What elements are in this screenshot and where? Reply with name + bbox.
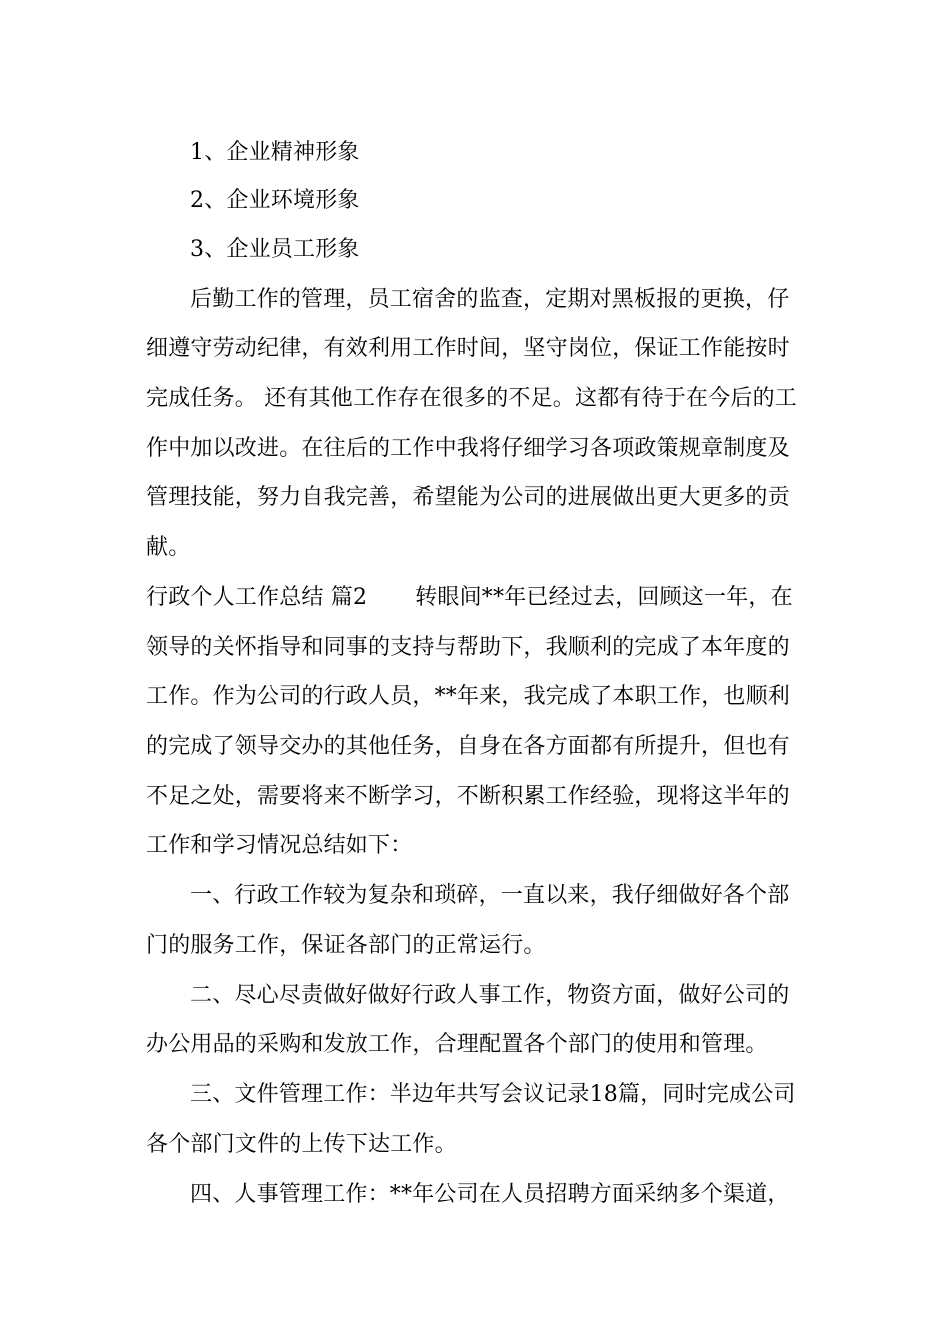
paragraph-line: 管理技能，努力自我完善，希望能为公司的进展做出更大更多的贡	[146, 485, 790, 510]
paragraph-line: 三、文件管理工作：半边年共写会议记录18篇，同时完成公司	[190, 1082, 796, 1107]
paragraph-line: 献。	[146, 535, 191, 560]
paragraph-line: 细遵守劳动纪律，有效利用工作时间，坚守岗位，保证工作能按时	[146, 336, 790, 361]
paragraph-line: 门的服务工作，保证各部门的正常运行。	[146, 933, 546, 958]
paragraph-line: 工作和学习情况总结如下：	[146, 833, 413, 858]
section-intro-text: 转眼间**年已经过去，回顾这一年，在	[415, 585, 793, 610]
list-item-1: 1、企业精神形象	[190, 140, 360, 165]
paragraph-line: 二、尽心尽责做好做好行政人事工作，物资方面，做好公司的	[190, 983, 790, 1008]
paragraph-line: 工作。作为公司的行政人员，**年来，我完成了本职工作，也顺利	[146, 684, 791, 709]
paragraph-line: 四、人事管理工作：**年公司在人员招聘方面采纳多个渠道，	[190, 1182, 790, 1207]
paragraph-line: 作中加以改进。在往后的工作中我将仔细学习各项政策规章制度及	[146, 436, 790, 461]
paragraph-line: 不足之处，需要将来不断学习，不断积累工作经验，现将这半年的	[146, 784, 790, 809]
paragraph-line: 完成任务。 还有其他工作存在很多的不足。这都有待于在今后的工	[146, 386, 797, 411]
section-heading-line	[146, 583, 793, 613]
paragraph-line: 各个部门文件的上传下达工作。	[146, 1132, 457, 1157]
paragraph-line: 后勤工作的管理，员工宿舍的监查，定期对黑板报的更换，仔	[190, 287, 790, 312]
list-item-2: 2、企业环境形象	[190, 188, 360, 213]
section-title: 行政个人工作总结 篇2	[146, 585, 368, 610]
list-item-3: 3、企业员工形象	[190, 237, 360, 262]
paragraph-line: 一、行政工作较为复杂和琐碎，一直以来，我仔细做好各个部	[190, 883, 790, 908]
paragraph-line: 的完成了领导交办的其他任务，自身在各方面都有所提升，但也有	[146, 734, 790, 759]
paragraph-line: 办公用品的采购和发放工作，合理配置各个部门的使用和管理。	[146, 1032, 768, 1057]
paragraph-line: 领导的关怀指导和同事的支持与帮助下，我顺利的完成了本年度的	[146, 635, 790, 660]
